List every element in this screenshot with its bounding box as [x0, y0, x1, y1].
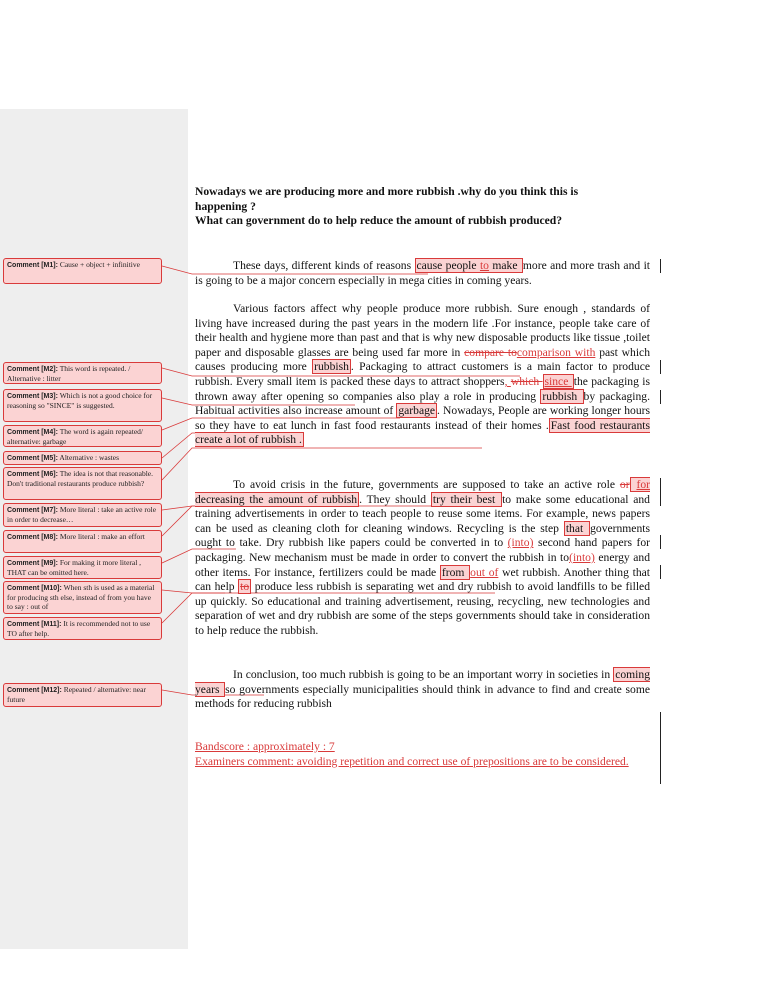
text-run: so governments especially municipalities should think in advance to find and create some methods for reducing rubbish — [195, 682, 650, 711]
highlight-m4[interactable]: rubbish — [542, 389, 582, 403]
text-run: . They should — [359, 492, 431, 506]
highlight-m11[interactable]: to — [240, 580, 250, 594]
text-run: To avoid crisis in the future, governments are supposed to take an active role — [233, 478, 620, 491]
change-bar — [660, 712, 661, 784]
highlight-m12[interactable]: coming years — [195, 668, 650, 696]
deletion: or — [619, 478, 630, 491]
highlight-m9[interactable]: that — [565, 521, 589, 535]
comment-text: When sth is used as a material for producing sth else, instead of from you have to say : out of — [7, 583, 155, 611]
comment-tag: Comment [M2]: — [7, 366, 58, 373]
text-run: more and more trash and it is going to be a major concern especially in mega cities in coming years. — [195, 259, 651, 287]
question-line-1: Nowadays we are producing more and more rubbish .why do you think this is — [195, 185, 579, 198]
insertion: , — [504, 374, 511, 388]
highlight-m6[interactable]: Fast food restaurants create a lot of rubbish . — [195, 418, 650, 447]
comment-text: For making it more literal , THAT can be omitted here. — [7, 558, 142, 577]
comment-text: More literal : take an active role in order to decrease… — [7, 505, 157, 524]
text-run: wet rubbish. Another thing that can help — [195, 565, 650, 594]
essay-question — [195, 185, 655, 229]
comment-text: This word is repeated. / Alternative : litter — [7, 364, 131, 383]
comment-tag: Comment [M8]: — [7, 534, 58, 541]
comment-tag: Comment [M7]: — [7, 507, 58, 514]
comment-tag: Comment [M6]: — [7, 471, 58, 478]
text-run: . Nowadays, People are working longer hours so they have to eat lunch in fast food restaurants instead of their homes . — [195, 404, 650, 432]
text-run: In conclusion, too much rubbish is going to be an important worry in societies in — [233, 668, 614, 681]
comment-tag: Comment [M1]: — [7, 262, 58, 269]
text-run: These days, different kinds of reasons — [233, 259, 415, 272]
paragraph-1 — [195, 259, 650, 288]
text-run: to make some educational and training advertisements in order to teach people to reuse some items. For example, news papers can be used as cleaning cloth for cleaning windows. Recycling is the step — [195, 492, 650, 535]
change-bar — [660, 478, 661, 506]
text-run: second hand papers for packaging. New mechanism must be made in order to convert the rubbish in to — [195, 536, 650, 564]
highlight-m2[interactable]: rubbish — [314, 360, 349, 374]
highlight-m1[interactable] — [415, 258, 523, 273]
paragraph-4 — [195, 668, 650, 712]
insertion: out of — [470, 565, 499, 579]
comment-text: Repeated / alternative: near future — [7, 685, 146, 704]
comment-tag: Comment [M4]: — [7, 429, 58, 436]
text-run: . Packaging to attract customers is a main factor to produce rubbish. Every small item is packed these days to attract shoppers — [195, 360, 650, 388]
change-bar — [660, 535, 661, 549]
examiner-feedback — [195, 740, 635, 769]
change-bar — [660, 565, 661, 579]
insertion: to — [479, 259, 489, 272]
comment-text: Cause + object + infinitive — [59, 260, 140, 269]
comment-tag: Comment [M10]: — [7, 585, 62, 592]
text-run: make — [488, 259, 521, 272]
text-run: past which causes producing more — [195, 345, 650, 374]
comment-text: The word is again repeated/ alternative: garbage — [7, 427, 144, 446]
question-line-3: What can government do to help reduce the amount of rubbish produced? — [195, 214, 563, 228]
text-run: produce less rubbish is separating wet and dry rubbish to avoid landfills to be filled up quickly. So educational and training advertisement, reusing, recycling, new technologies and separation of wet and dry rubbish are some of the steps governments should take in consideration to help reduce the rubbish. — [195, 580, 650, 637]
highlight-m10[interactable]: from — [441, 565, 469, 579]
comment-text: The idea is not that reasonable. Don't traditional restaurants produce rubbish? — [7, 469, 154, 488]
insertion: comparison with — [516, 345, 596, 359]
comment-text: Which is not a good choice for reasoning so "SINCE" is suggested. — [7, 391, 153, 410]
highlight-m3[interactable]: since — [544, 374, 572, 388]
paragraph-2 — [195, 302, 650, 448]
change-bar — [660, 259, 661, 273]
insertion: (into) — [507, 536, 534, 550]
text-run: decreasing the amount of rubbish — [195, 492, 358, 506]
question-line-2: happening ? — [195, 199, 256, 213]
paragraph-3 — [195, 478, 650, 639]
comment-text: More literal : make an effort — [59, 532, 145, 541]
insertion: for — [636, 478, 650, 491]
deletion: which — [510, 374, 543, 388]
insertion: (into) — [569, 550, 595, 564]
comment-tag: Comment [M12]: — [7, 687, 62, 694]
text-run: by packaging. Habitual activities also increase amount of — [195, 389, 650, 418]
highlight-m8[interactable]: try their best — [432, 492, 501, 506]
comment-tag: Comment [M3]: — [7, 393, 58, 400]
comment-text: Alternative : wastes — [59, 453, 119, 462]
bandscore-line: Bandscore : approximately : 7 — [195, 740, 335, 753]
leader-m6 — [162, 448, 482, 480]
text-run: cause people — [416, 259, 480, 272]
comment-text: It is recommended not to use TO after help. — [7, 619, 151, 638]
text-run: the packaging is thrown away after opening so companies also play a role in producing — [195, 374, 650, 403]
highlight-m5[interactable]: garbage — [398, 404, 436, 418]
examiner-comment-line: Examiners comment: avoiding repetition and correct use of prepositions are to be considered. — [195, 754, 629, 768]
change-bar — [660, 390, 661, 404]
text-run: governments ought to take. Dry rubbish like papers could be converted in to — [195, 521, 650, 550]
text-run: Various factors affect why people produce more rubbish. Sure enough , standards of living have increased during the past years in the modern life .For instance, people take care of their health and hygiene more than past and that is why new disposable products like tissue ,toilet paper and disposable glasses are being used far more in — [195, 302, 650, 359]
text-run: energy and other items. For instance, fertilizers could be made — [195, 550, 650, 579]
comment-tag: Comment [M11]: — [7, 621, 62, 628]
comment-tag: Comment [M9]: — [7, 560, 58, 567]
comment-tag: Comment [M5]: — [7, 455, 58, 462]
deletion: compare to — [464, 345, 517, 359]
change-bar — [660, 360, 661, 374]
